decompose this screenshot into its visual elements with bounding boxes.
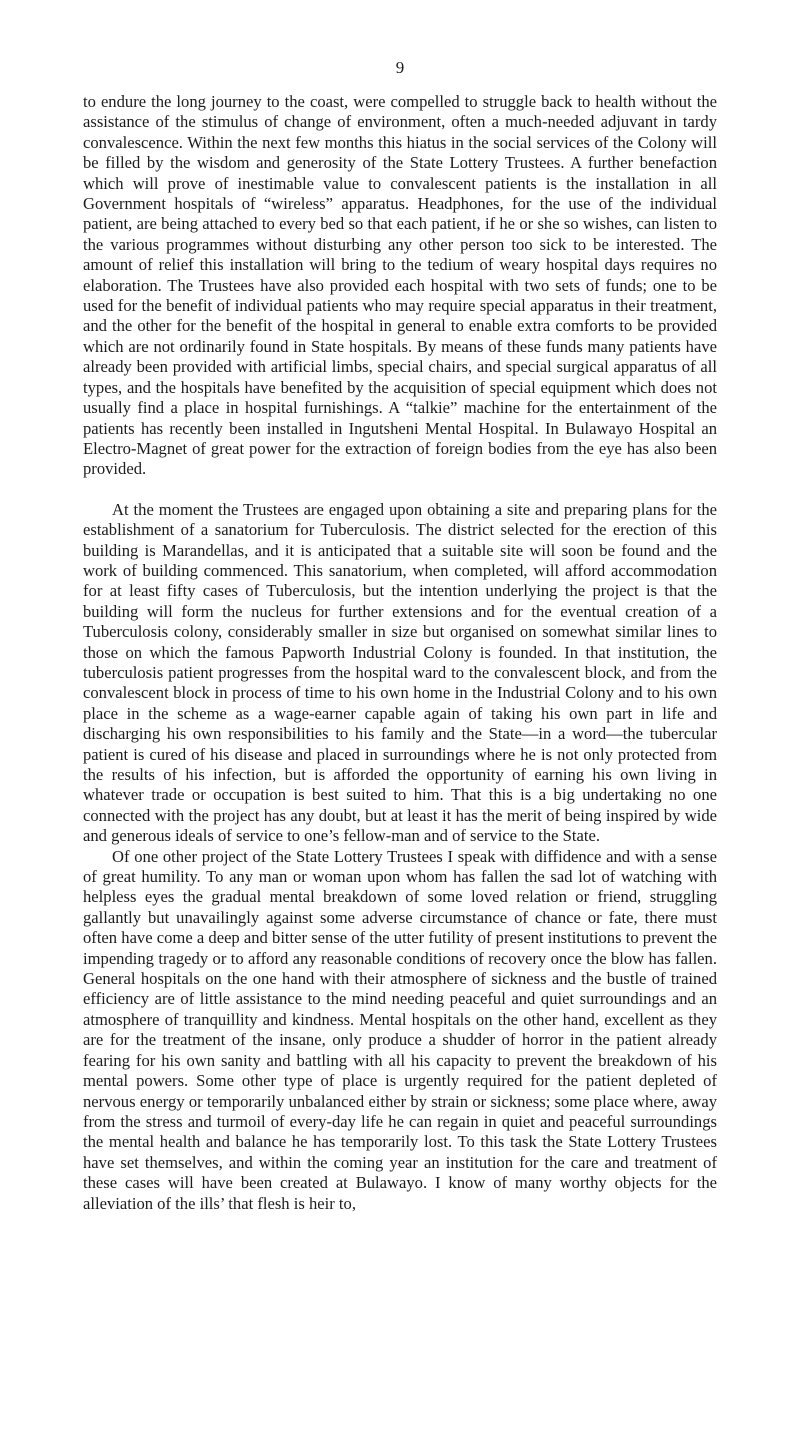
paragraph-hospital-benefactions: to endure the long journey to the coast, were compelled to struggle back to health without the assistance of the stimulus of change of environment, often a much-needed adjuvant in tardy convalescence. Within the next few months this hiatus in the social services of the Colony will be filled by the wisdom and generosity of the State Lottery Trustees. A further benefaction which will prove of inestimable value to convalescent patients is the installation in all Government hospitals of “wireless” apparatus. Headphones, for the use of the individual patient, are being attached to every bed so that each patient, if he or she so wishes, can listen to the various programmes without disturbing any other person too sick to be interested. The amount of relief this installation will bring to the tedium of weary hospital days requires no elaboration. The Trustees have also provided each hospital with two sets of funds; one to be used for the benefit of individual patients who may require special apparatus in their treatment, and the other for the benefit of the hospital in general to enable extra comforts to be provided which are not ordinarily found in State hospitals. By means of these funds many patients have already been provided with artificial limbs, special chairs, and special surgical apparatus of all types, and the hospitals have benefited by the acquisition of special equipment which does not usually find a place in hospital furnishings. A “talkie” machine for the entertainment of the patients has recently been installed in Ingutsheni Mental Hospital. In Bulawayo Hospital an Electro-Magnet of great power for the extraction of foreign bodies from the eye has also been provided. (83, 92, 717, 479)
paragraph-tuberculosis-sanatorium: At the moment the Trustees are engaged upon obtaining a site and preparing plans for the establishment of a sanatorium for Tuberculosis. The district selected for the erection of this building is Marandellas, and it is anticipated that a suitable site will soon be found and the work of building commenced. This sanatorium, when completed, will afford accommodation for at least fifty cases of Tuberculosis, but the intention underlying the project is that the building will form the nucleus for further extensions and for the eventual creation of a Tuberculosis colony, considerably smaller in size but organised on somewhat similar lines to those on which the famous Papworth Industrial Colony is founded. In that institution, the tuberculosis patient progresses from the hospital ward to the convalescent block, and from the convalescent block in process of time to his own home in the Industrial Colony and to his own place in the scheme as a wage-earner capable again of taking his own part in life and discharging his own responsibilities to his family and the State—in a word—the tubercular patient is cured of his disease and placed in surroundings where he is not only protected from the results of his infection, but is afforded the opportunity of earning his own living in whatever trade or occupation is best suited to him. That this is a big undertaking no one connected with the project has any doubt, but at least it has the merit of being inspired by wide and generous ideals of service to one’s fellow-man and of service to the State. (83, 499, 717, 846)
document-page (83, 58, 717, 1214)
page-number: 9 (395, 58, 405, 77)
paragraph-mental-health-institution: Of one other project of the State Lottery Trustees I speak with diffidence and with a sense of great humility. To any man or woman upon whom has fallen the sad lot of watching with helpless eyes the gradual mental breakdown of some loved relation or friend, struggling gallantly but unavailingly against some adverse circumstance of chance or fate, there must often have come a deep and bitter sense of the utter futility of present institutions to prevent the impending tragedy or to afford any reasonable conditions of recovery once the blow has fallen. General hospitals on the one hand with their atmosphere of sickness and the bustle of trained efficiency are of little assistance to the mind needing peaceful and quiet surroundings and an atmosphere of tranquillity and kindness. Mental hospitals on the other hand, excellent as they are for the treatment of the insane, only produce a shudder of horror in the patient already fearing for his own sanity and battling with all his capacity to prevent the breakdown of his mental powers. Some other type of place is urgently required for the patient depleted of nervous energy or temporarily unbalanced either by strain or sickness; some place where, away from the stress and turmoil of every-day life he can regain in quiet and peaceful surroundings the mental health and balance he has temporarily lost. To this task the State Lottery Trustees have set themselves, and within the coming year an institution for the care and treatment of these cases will have been created at Bulawayo. I know of many worthy objects for the alleviation of the ills’ that flesh is heir to, (83, 846, 717, 1213)
